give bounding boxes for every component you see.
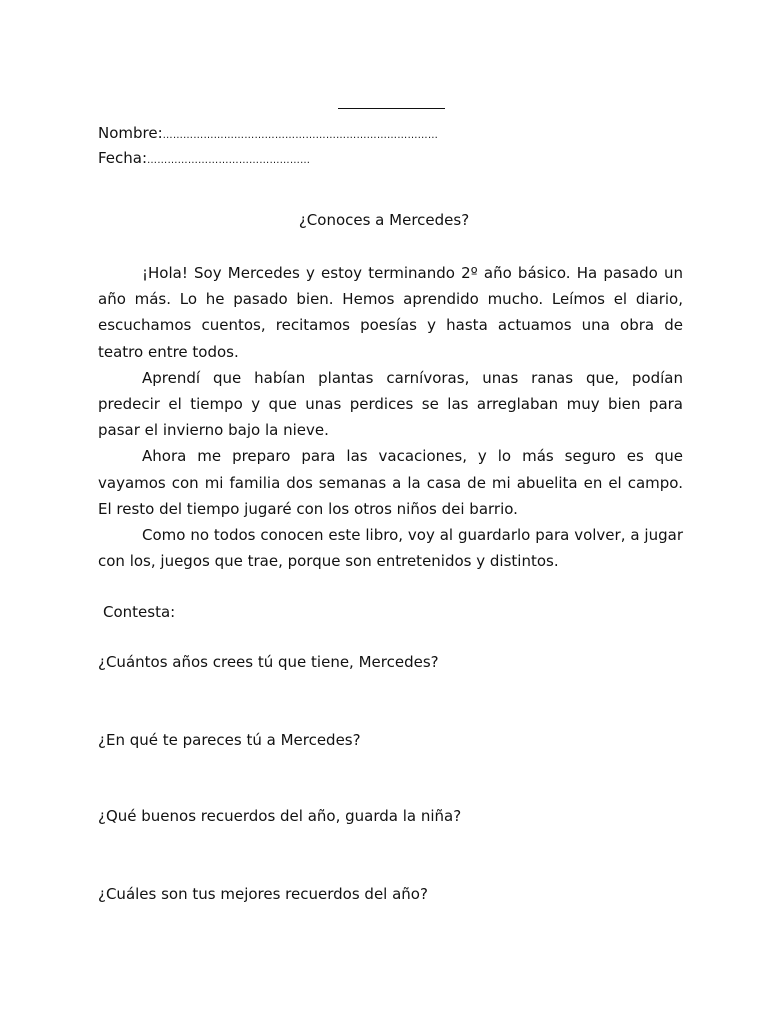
name-field <box>98 123 438 146</box>
name-dotted-line: ……………………………………………………………………… <box>162 130 439 141</box>
date-label: Fecha: <box>98 149 148 167</box>
question-4: ¿Cuáles son tus mejores recuerdos del año? <box>98 885 428 903</box>
name-label: Nombre: <box>98 124 163 142</box>
reading-title: ¿Conoces a Mercedes? <box>298 211 470 229</box>
reading-paragraph: Como no todos conocen este libro, voy al guardarlo para volver, a jugar con los, juegos que trae, porque son entretenidos y distintos. <box>98 526 683 571</box>
top-rule <box>338 108 445 109</box>
question-2: ¿En qué te pareces tú a Mercedes? <box>98 731 361 749</box>
reading-paragraph: Aprendí que habían plantas carnívoras, unas ranas que, podían predecir el tiempo y que unas perdices se las arreglaban muy bien para pasar el invierno bajo la nieve. <box>98 368 683 440</box>
reading-paragraph: Ahora me preparo para las vacaciones, y lo más seguro es que vayamos con mi familia dos semanas a la casa de mi abuelita en el campo. El resto del tiempo jugaré con los otros niños dei barrio. <box>98 447 683 518</box>
reading-text <box>98 260 683 574</box>
date-field <box>98 148 310 171</box>
date-dotted-line: ………………………………………… <box>147 155 311 166</box>
contesta-label: Contesta: <box>103 603 176 621</box>
reading-paragraph: ¡Hola! Soy Mercedes y estoy terminando 2º año básico. Ha pasado un año más. Lo he pasado bien. Hemos aprendido mucho. Leímos el diario, escuchamos cuentos, recitamos poesías y hasta actuamos una obra de teatro entre todos. <box>98 264 683 361</box>
question-1: ¿Cuántos años crees tú que tiene, Mercedes? <box>98 653 439 671</box>
question-3: ¿Qué buenos recuerdos del año, guarda la niña? <box>98 807 462 825</box>
